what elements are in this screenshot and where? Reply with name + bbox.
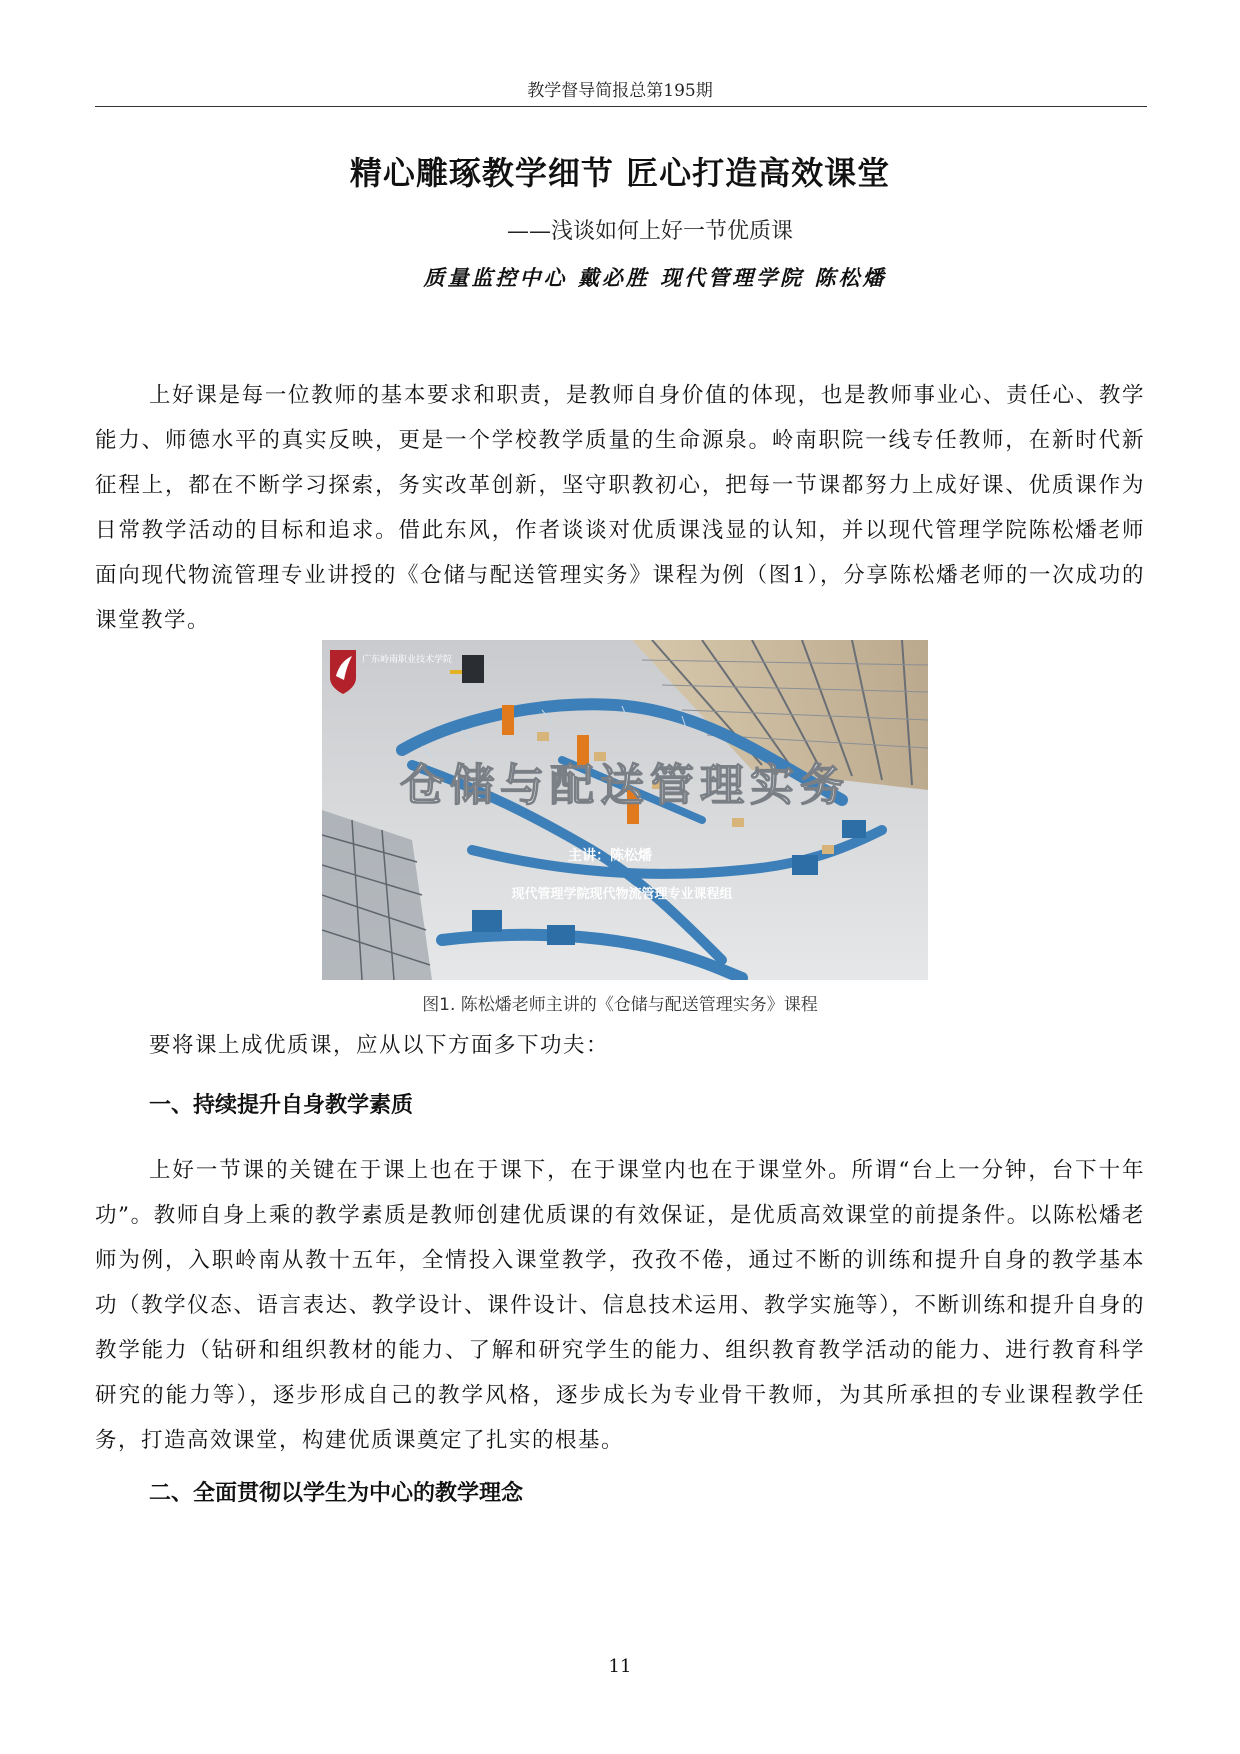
course-figure [322, 640, 928, 980]
warehouse-illustration [322, 640, 928, 980]
header-divider [95, 106, 1147, 107]
page-header: 教学督导简报总第195期 [527, 81, 713, 101]
intro-paragraph: 上好课是每一位教师的基本要求和职责，是教师自身价值的体现，也是教师事业心、责任心、教学能力、师德水平的真实反映，更是一个学校教学质量的生命源泉。岭南职院一线专任教师，在新时代新征程上，都在不断学习探索，务实改革创新，坚守职教初心，把每一节课都努力上成好课、优质课作为日常教学活动的目标和追求。借此东风，作者谈谈对优质课浅显的认知，并以现代管理学院陈松燔老师面向现代物流管理专业讲授的《仓储与配送管理实务》课程为例（图1），分享陈松燔老师的一次成功的课堂教学。 [95, 383, 1145, 633]
page-number: 11 [608, 1656, 632, 1677]
figure-caption: 图1. 陈松燔老师主讲的《仓储与配送管理实务》课程 [422, 995, 818, 1015]
section-heading-2: 二、全面贯彻以学生为中心的教学理念 [149, 1481, 524, 1506]
article-title: 精心雕琢教学细节 匠心打造高效课堂 [349, 154, 891, 192]
article-subtitle: ——浅谈如何上好一节优质课 [506, 219, 793, 244]
section-heading-1: 一、持续提升自身教学素质 [149, 1093, 414, 1118]
figure-course-group: 现代管理学院现代物流管理专业课程组 [511, 887, 733, 902]
logo-text: 广东岭南职业技术学院 [362, 655, 453, 665]
article-authors: 质量监控中心 戴必胜 现代管理学院 陈松燔 [423, 265, 887, 290]
figure-overlay-title: 仓储与配送管理实务 [400, 760, 850, 811]
section-1-paragraph: 上好一节课的关键在于课上也在于课下，在于课堂内也在于课堂外。所谓“台上一分钟，台下十年功”。教师自身上乘的教学素质是教师创建优质课的有效保证，是优质高效课堂的前提条件。以陈松燔老师为例，入职岭南从教十五年，全情投入课堂教学，孜孜不倦，通过不断的训练和提升自身的教学基本功（教学仪态、语言表达、教学设计、课件设计、信息技术运用、教学实施等），不断训练和提升自身的教学能力（钻研和组织教材的能力、了解和研究学生的能力、组织教育教学活动的能力、进行教育科学研究的能力等），逐步形成自己的教学风格，逐步成长为专业骨干教师，为其所承担的专业课程教学任务，打造高效课堂，构建优质课奠定了扎实的根基。 [95, 1158, 1145, 1453]
lead-in-text: 要将课上成优质课，应从以下方面多下功夫： [149, 1033, 610, 1058]
figure-lecturer: 主讲：陈松燔 [568, 848, 652, 864]
